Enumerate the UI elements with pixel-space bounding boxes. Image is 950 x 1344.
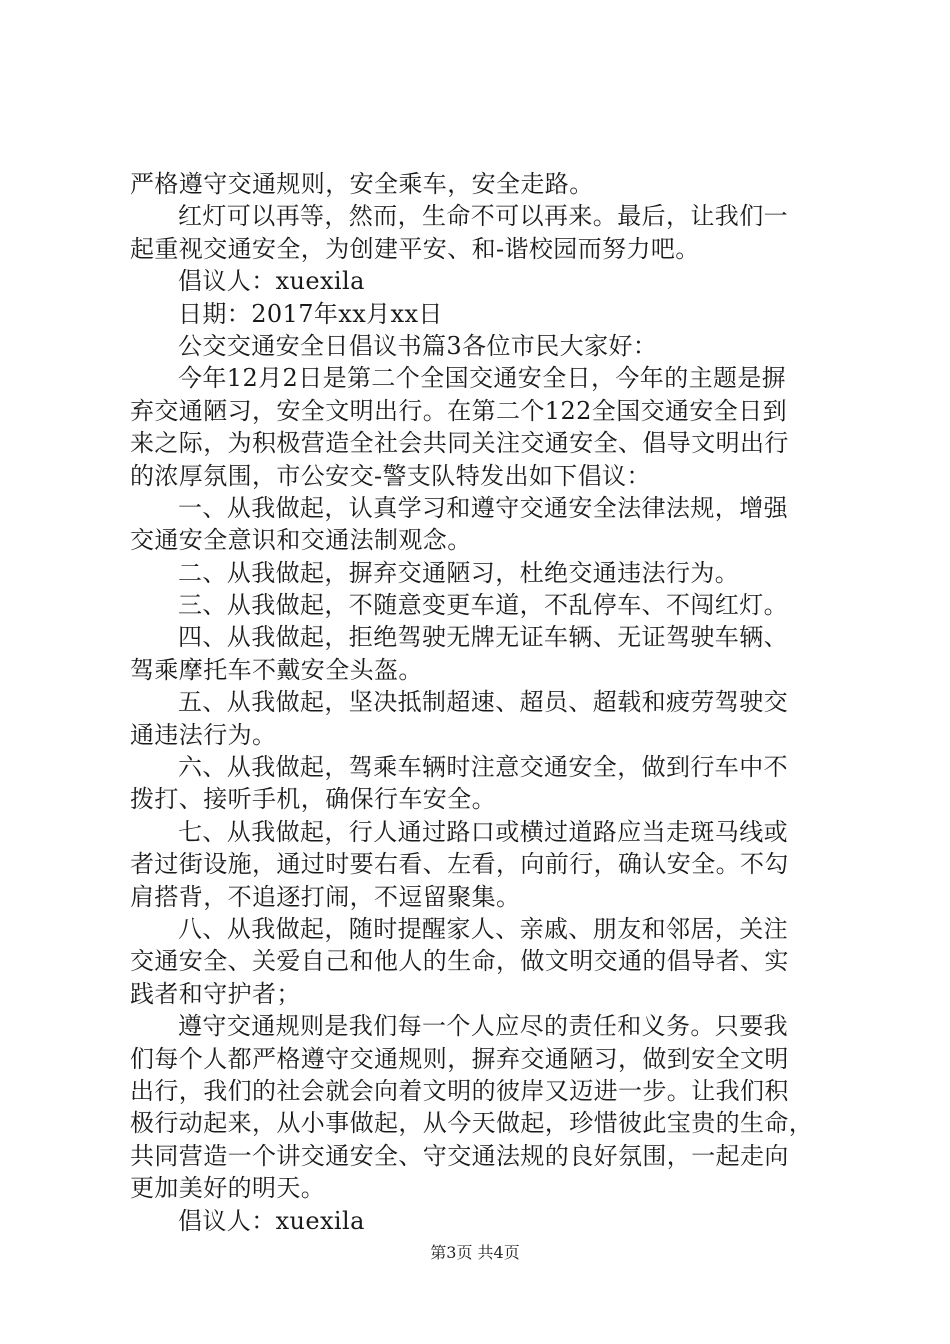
text-line: 交通安全意识和交通法制观念。 xyxy=(130,526,472,555)
list-item: 三、从我做起，不随意变更车道，不乱停车、不闯红灯。 xyxy=(178,591,788,620)
text-line: 弃交通陋习，安全文明出行。在第二个122全国交通安全日到 xyxy=(130,396,788,425)
text-line: 交通安全、关爱自己和他人的生命，做文明交通的倡导者、实 xyxy=(130,947,789,976)
page-footer: 第3页 共4页 xyxy=(430,1243,520,1262)
text-line: 今年12月2日是第二个全国交通安全日，今年的主题是摒 xyxy=(178,364,787,393)
text-line: 出行，我们的社会就会向着文明的彼岸又迈进一步。让我们积 xyxy=(130,1076,789,1105)
section-heading: 公交交通安全日倡议书篇3各位市民大家好： xyxy=(178,331,658,360)
text-line: 红灯可以再等，然而，生命不可以再来。最后，让我们一 xyxy=(178,202,788,231)
text-line: 严格遵守交通规则，安全乘车，安全走路。 xyxy=(130,170,594,198)
text-line: 们每个人都严格遵守交通规则，摒弃交通陋习，做到安全文明 xyxy=(130,1044,789,1073)
list-item: 四、从我做起，拒绝驾驶无牌无证车辆、无证驾驶车辆、 xyxy=(178,623,788,652)
text-line: 肩搭背，不追逐打闹，不逗留聚集。 xyxy=(130,882,521,911)
list-item: 二、从我做起，摒弃交通陋习，杜绝交通违法行为。 xyxy=(178,558,740,587)
text-line: 践者和守护者； xyxy=(130,979,301,1008)
text-line: 遵守交通规则是我们每一个人应尽的责任和义务。只要我 xyxy=(178,1012,788,1041)
text-line: 更加美好的明天。 xyxy=(130,1174,326,1203)
list-item: 六、从我做起，驾乘车辆时注意交通安全，做到行车中不 xyxy=(178,753,788,782)
text-line: 的浓厚氛围，市公安交-警支队特发出如下倡议： xyxy=(130,461,651,490)
text-line: 拨打、接听手机，确保行车安全。 xyxy=(130,785,496,814)
signature-line: 倡议人：xuexila xyxy=(178,1206,365,1235)
list-item: 七、从我做起，行人通过路口或横过道路应当走斑马线或 xyxy=(178,817,788,846)
text-line: 极行动起来，从小事做起，从今天做起，珍惜彼此宝贵的生命， xyxy=(130,1109,814,1138)
text-line: 来之际，为积极营造全社会共同关注交通安全、倡导文明出行 xyxy=(130,429,789,458)
text-line: 通违法行为。 xyxy=(130,720,277,749)
list-item: 五、从我做起，坚决抵制超速、超员、超载和疲劳驾驶交 xyxy=(178,688,788,717)
text-line: 驾乘摩托车不戴安全头盔。 xyxy=(130,655,423,684)
signature-line: 倡议人：xuexila xyxy=(178,267,365,296)
date-line: 日期：2017年xx月xx日 xyxy=(178,299,443,328)
text-line: 者过街设施，通过时要右看、左看，向前行，确认安全。不勾 xyxy=(130,850,789,879)
list-item: 一、从我做起，认真学习和遵守交通安全法律法规，增强 xyxy=(178,493,788,522)
document-body xyxy=(130,168,830,1237)
list-item: 八、从我做起，随时提醒家人、亲戚、朋友和邻居，关注 xyxy=(178,914,788,943)
text-line: 起重视交通安全，为创建平安、和-谐校园而努力吧。 xyxy=(130,234,700,263)
text-line: 共同营造一个讲交通安全、守交通法规的良好氛围，一起走向 xyxy=(130,1141,789,1170)
